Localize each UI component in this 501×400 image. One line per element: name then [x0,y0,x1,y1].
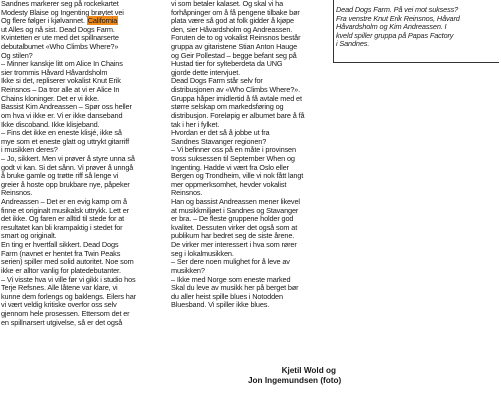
text-line: Hustad tier for sylteberdeta da UNG [171,59,283,69]
text-line: Hvordan er det så å jobbe ut fra [171,128,270,138]
text-line: – Ikke med Norge som eneste marked [171,274,291,284]
text-line: Foruten de to og vokalist Reinsnos består [171,33,301,43]
article-column-left [1,0,165,327]
text-line: distribusjon. Foreløpig er albumet bare å få [171,110,305,120]
text-line: – Ser dere noen mulighet for å leve av [171,257,290,267]
text-line: gruppa av gitaristene Stian Anton Hauge [171,42,298,52]
text-line: resultatet kan bli krampaktig i stedet for [1,222,123,232]
text-line: Skal du leve av musikk her på berget bør [171,283,299,293]
text-line: i musikken deres? [1,145,58,155]
text-line: Andreassen – Det er en evig kamp om å [1,197,127,207]
text-line: distribusjonen av «Who Climbs Where?». [171,85,300,95]
text-line: ikke er alltor vanlig for platedebutanter. [1,265,121,275]
photo-caption [336,6,498,49]
text-line: tross suksessen til September When og [171,153,295,163]
text-line: Bassist Kim Andreassen – Spør oss heller [1,102,132,112]
text-line: vi vært veldig kritiske overfor oss selv [1,300,117,310]
caption-line: Fra venstre Knut Erik Reinsnos, Håvard [336,13,460,23]
text-line: er bra. – De fleste gruppene holder god [171,214,294,224]
text-line: at musikkmiljøet i Sandnes og Stavanger [171,205,299,215]
text-line: De virker mer interessert i hva som rører [171,240,297,250]
text-line: Sandnes markerer seg på rockekartet [1,0,119,8]
text-line: Han og bassist Andreassen mener likevel [171,197,300,207]
text-line: – Vi befinner oss på en måte i provinsen [171,145,296,155]
caption-frame-left [333,0,334,62]
text-line: Sandnes Stavanger regionen? [171,136,267,146]
article-column-middle [171,0,329,310]
text-line: mer oppmerksomhet, hevder vokalist [171,179,287,189]
text-line: plata være så god at folk gidder å kjøpe [171,16,294,26]
caption-line: kveld spiller gruppa på Papas Factory [336,30,454,40]
text-line: forhåpninger om å få pengene tilbake bør [171,7,300,17]
text-line: Dead Dogs Farm står selv for [171,76,263,86]
text-line: – Vi visste hva vi ville før vi gikk i studio hos [1,274,136,284]
text-line: Kvintetten er ute med det spillnarserte [1,33,119,43]
text-line: Chains kloninger. Det er vi ikke. [1,93,99,103]
text-line: om hva vi ikke er. Vi er ikke danseband [1,110,123,120]
text-line: smart og originalt. [1,231,57,241]
text-line: serien) spiller med solid autoritet. Noe som [1,257,134,267]
text-line: Reinsnos – Da tror alle at vi er Alice In [1,85,120,95]
caption-line: Dead Dogs Farm. På vei mot suksess? [336,5,459,14]
text-line: gjorde dette intervjuet. [171,67,241,77]
text-line: du aller heist spille blues i Notodden [171,291,283,301]
text-line: kunne dem forlengs og baklengs. Eilers har [1,291,136,301]
caption-frame-bottom [333,62,499,63]
text-line: Terje Refsnes. Alle låtene var klare, vi [1,283,118,293]
text-line: seg i lokalmusikken. [171,248,234,258]
text-line: En ting er hvertfall sikkert. Dead Dogs [1,240,119,250]
caption-line: i Sandnes. [336,39,370,49]
text-line: tak i her i fylket. [171,119,220,129]
text-line: mye som et eneste glatt og uttrykt gitarriff [1,136,129,146]
text-line: Ikke si det, repliserer vokalist Knut Erik [1,76,121,86]
text-line: – Fins det ikke en eneste klisjé, ikke så [1,128,122,138]
text-line: det ikke. Og faren er alltid til stede for at [1,214,125,224]
byline [248,366,342,385]
caption-line: Håvardsholm og Kim Andreassen. I [336,22,447,32]
text-line: godt vi kan. Si det sånn. Vi prøver å unngå [1,162,134,172]
text-line: Bluesband. Vi spiller ikke blues. [171,300,270,310]
text-line: Modesty Blaise og Ingenting brøytet vei [1,7,124,17]
text-line: Og stilen? [1,50,33,60]
text-line: sier trommis Håvard Håvardsholm [1,67,108,77]
text-line: gjennom hele prosessen. Ettersom det er [1,308,130,318]
text-line: kvalitet. Dessuten virker det også som at [171,222,298,232]
text-line: finne et originalt musikalsk uttrykk. Lett er [1,205,129,215]
text-line: musikken? [171,265,205,275]
text-line: Farm (navnet er hentet fra Twin Peaks [1,248,121,258]
text-line: Bergen og Trondheim, ville vi nok fått langt [171,171,304,181]
text-line: Ingenting. Hadde vi vært fra Oslo eller [171,162,289,172]
text-line: – Minner kanskje litt om Alice In Chains [1,59,123,69]
text-line: den, sier Håvardsholm og Andreassen. [171,24,293,34]
text-line: – Jo, sikkert. Men vi prøver å styre unna så [1,153,135,163]
text-line: større selskap om markedsføring og [171,102,284,112]
text-line: en spillnarsert utgivelse, så er det også [1,317,123,327]
text-line: Gruppa håper imidlertid å få avtale med et [171,93,302,103]
text-line: og Geir Pollestad – begge befant seg på [171,50,297,60]
text-line: Reinsnos. [171,188,203,198]
text-line: publikum har bedret seg de siste årene. [171,231,295,241]
byline-photo: Jon Ingemundsen (foto) [248,375,342,385]
text-line: greier å hoste opp brukbare nye, påpeker [1,179,130,189]
text-line: Reinsnos. [1,188,33,198]
text-line: Ikke discoband. Ikke klisjeband. [1,119,100,129]
byline-author: Kjetil Wold og [281,366,336,375]
text-line: ut Alles og nå sist. Dead Dogs Farm. [1,24,115,34]
highlighted-word: California [87,16,118,26]
text-line: Og flere følger i kjølvannet. California [1,16,118,26]
text-line: debutalbumet «Who Climbs Where?» [1,42,119,52]
text-line: å bruke gamle og trøtte riff så lenge vi [1,171,119,181]
text-line: vi som betaler kalaset. Og skal vi ha [171,0,284,8]
